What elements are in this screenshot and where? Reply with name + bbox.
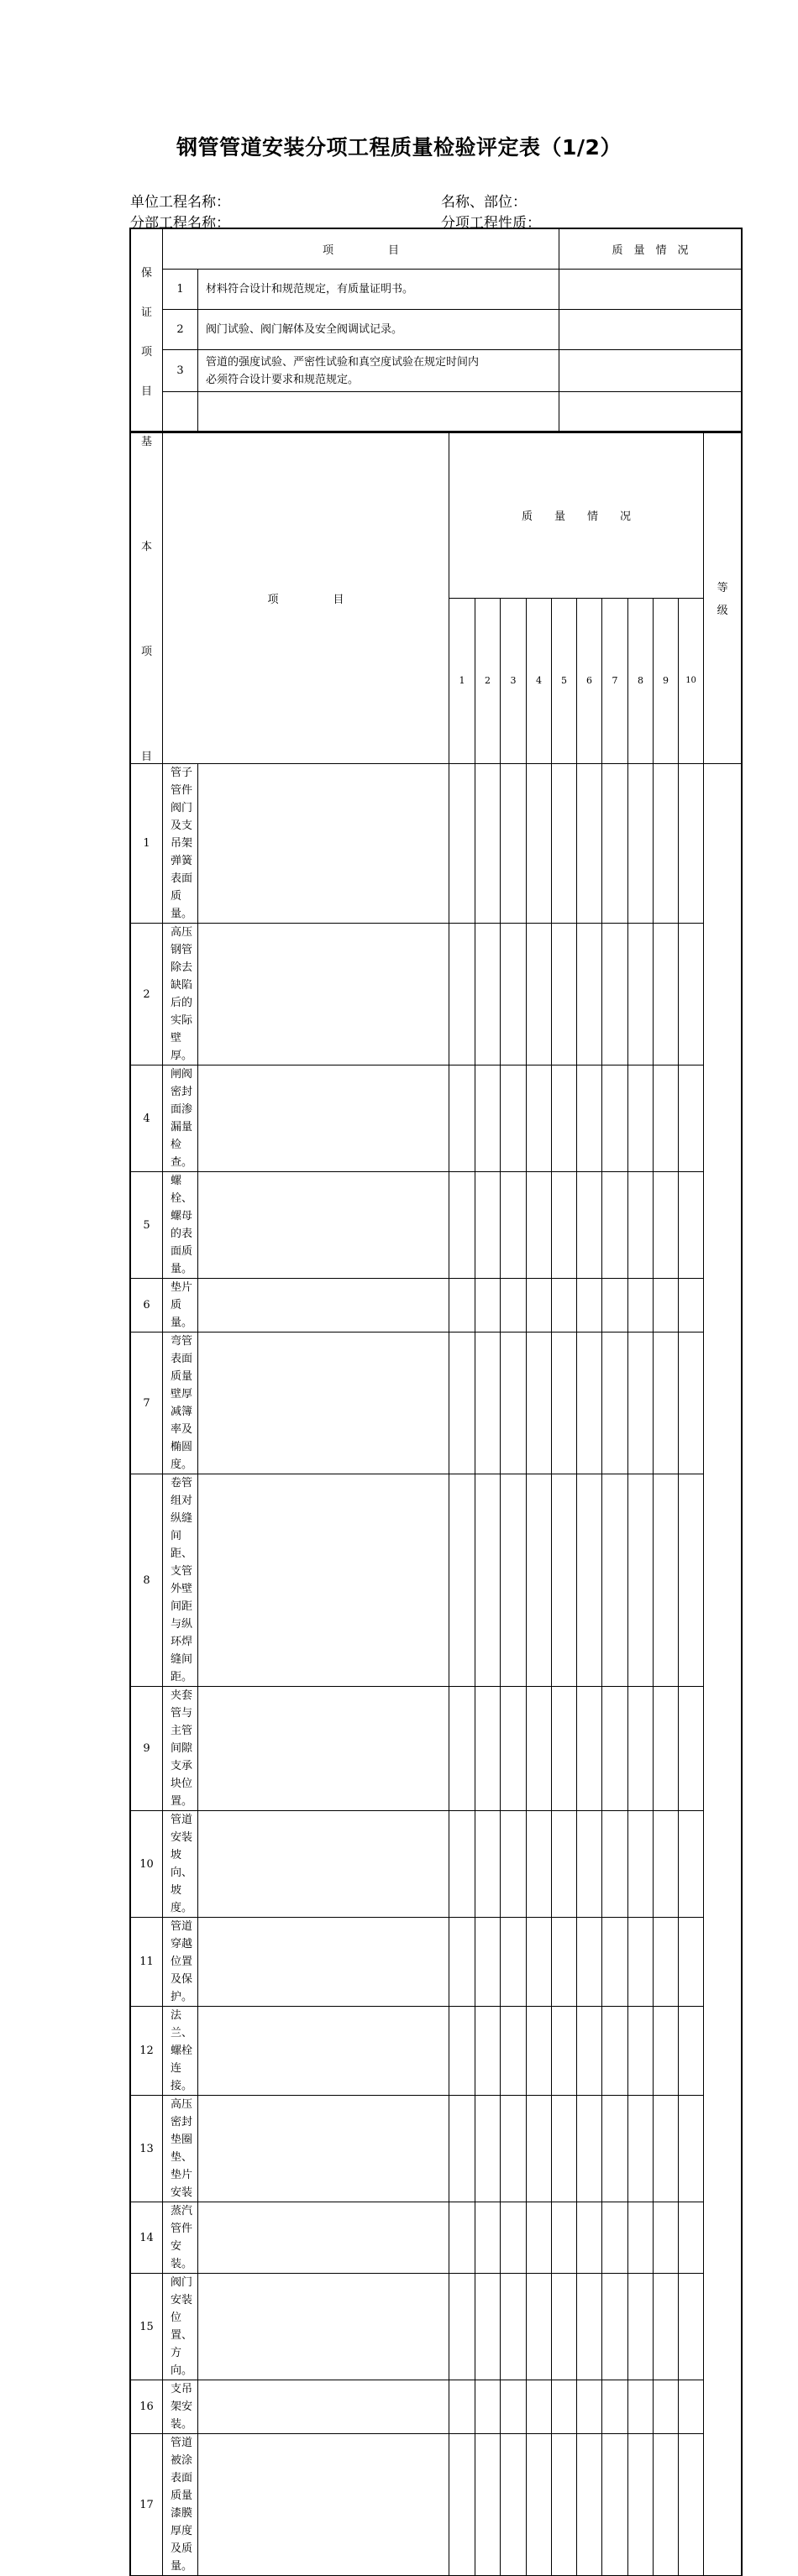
quality-point-cell[interactable] <box>475 2096 501 2202</box>
quality-point-cell[interactable] <box>628 1474 654 1687</box>
row-number: 2 <box>163 310 198 350</box>
table-row <box>131 2202 742 2274</box>
quality-point-cell[interactable] <box>628 2007 654 2096</box>
quality-cell[interactable] <box>559 310 742 350</box>
quality-point-cell[interactable] <box>198 2007 449 2096</box>
table-row <box>131 1333 742 1474</box>
quality-point-cell[interactable] <box>527 1918 552 2007</box>
row-text: 支吊架安装。 <box>163 2380 198 2434</box>
quality-point-cell[interactable] <box>449 2274 475 2380</box>
row-text-empty[interactable] <box>198 392 559 432</box>
quality-point-cell[interactable] <box>198 2434 449 2576</box>
quality-point-cell[interactable] <box>527 1687 552 1811</box>
quality-point-cell[interactable] <box>628 1811 654 1918</box>
quality-point-cell[interactable] <box>527 924 552 1065</box>
row-number: 14 <box>131 2202 163 2274</box>
grade-cell[interactable] <box>679 2007 704 2096</box>
table-row <box>131 2380 742 2434</box>
row-text: 管子管件阀门及支吊架弹簧表面质量。 <box>163 764 198 924</box>
quality-point-cell[interactable] <box>501 1279 527 1333</box>
basic-quality-header: 质 量 情 况 <box>449 432 704 599</box>
row-number: 1 <box>131 764 163 924</box>
quality-point-cell[interactable] <box>527 2434 552 2576</box>
grade-cell[interactable] <box>679 1811 704 1918</box>
quality-point-cell[interactable] <box>198 1687 449 1811</box>
row-number: 6 <box>131 1279 163 1333</box>
quality-point-cell[interactable] <box>654 1172 679 1279</box>
quality-point-cell[interactable] <box>654 764 679 924</box>
table-row <box>131 764 742 924</box>
quality-point-cell[interactable] <box>449 924 475 1065</box>
table-row <box>131 1474 742 1687</box>
point-number: 4 <box>527 598 552 764</box>
quality-point-cell[interactable] <box>654 1065 679 1172</box>
quality-point-cell[interactable] <box>501 2007 527 2096</box>
quality-point-cell[interactable] <box>501 2274 527 2380</box>
guarantee-items-table <box>130 228 742 432</box>
quality-point-cell[interactable] <box>628 2274 654 2380</box>
quality-point-cell[interactable] <box>602 2274 628 2380</box>
quality-point-cell[interactable] <box>628 1065 654 1172</box>
quality-point-cell[interactable] <box>577 924 602 1065</box>
quality-point-cell[interactable] <box>475 1279 501 1333</box>
quality-point-cell[interactable] <box>501 1918 527 2007</box>
row-text: 阀门试验、阀门解体及安全阀调试记录。 <box>198 310 559 350</box>
grade-cell[interactable] <box>679 1065 704 1172</box>
grade-cell[interactable] <box>679 764 704 924</box>
quality-point-cell[interactable] <box>501 1333 527 1474</box>
quality-point-cell[interactable] <box>654 1918 679 2007</box>
quality-point-cell[interactable] <box>475 1811 501 1918</box>
point-number: 10 <box>679 598 704 764</box>
quality-point-cell[interactable] <box>628 2380 654 2434</box>
quality-point-cell[interactable] <box>577 764 602 924</box>
quality-point-cell[interactable] <box>577 2274 602 2380</box>
quality-point-cell[interactable] <box>628 2202 654 2274</box>
row-number: 10 <box>131 1811 163 1918</box>
row-number: 16 <box>131 2380 163 2434</box>
quality-point-cell[interactable] <box>475 1687 501 1811</box>
row-text: 管道安装坡向、坡度。 <box>163 1811 198 1918</box>
quality-point-cell[interactable] <box>449 1172 475 1279</box>
quality-point-cell[interactable] <box>449 1918 475 2007</box>
row-number: 15 <box>131 2274 163 2380</box>
quality-point-cell[interactable] <box>198 1065 449 1172</box>
quality-point-cell[interactable] <box>602 2434 628 2576</box>
quality-point-cell[interactable] <box>654 1811 679 1918</box>
quality-point-cell[interactable] <box>577 1333 602 1474</box>
guarantee-item-header: 项 目 <box>163 229 559 270</box>
quality-point-cell[interactable] <box>198 1279 449 1333</box>
quality-point-cell[interactable] <box>501 2434 527 2576</box>
quality-point-cell[interactable] <box>602 2380 628 2434</box>
quality-point-cell[interactable] <box>475 924 501 1065</box>
quality-point-cell[interactable] <box>198 1474 449 1687</box>
grade-cell[interactable] <box>679 1279 704 1333</box>
quality-point-cell[interactable] <box>552 1065 577 1172</box>
quality-point-cell[interactable] <box>602 1918 628 2007</box>
quality-point-cell[interactable] <box>475 2202 501 2274</box>
quality-point-cell[interactable] <box>449 764 475 924</box>
quality-point-cell[interactable] <box>475 2380 501 2434</box>
quality-point-cell[interactable] <box>552 2202 577 2274</box>
quality-point-cell[interactable] <box>654 2007 679 2096</box>
quality-point-cell[interactable] <box>602 1065 628 1172</box>
quality-point-cell[interactable] <box>475 2274 501 2380</box>
quality-point-cell[interactable] <box>449 2202 475 2274</box>
sub-item-nature-label: 分项工程性质： <box>441 215 541 232</box>
row-number: 1 <box>163 270 198 310</box>
quality-point-cell[interactable] <box>628 1279 654 1333</box>
row-text: 螺栓、螺母的表面质量。 <box>163 1172 198 1279</box>
grade-cell[interactable] <box>679 1918 704 2007</box>
quality-point-cell[interactable] <box>577 1065 602 1172</box>
quality-cell[interactable] <box>559 392 742 432</box>
table-row <box>131 2274 742 2380</box>
quality-point-cell[interactable] <box>501 2380 527 2434</box>
point-number: 8 <box>628 598 654 764</box>
point-number: 6 <box>577 598 602 764</box>
quality-point-cell[interactable] <box>501 1474 527 1687</box>
quality-point-cell[interactable] <box>449 1474 475 1687</box>
quality-point-cell[interactable] <box>449 2007 475 2096</box>
quality-point-cell[interactable] <box>602 764 628 924</box>
quality-point-cell[interactable] <box>527 2096 552 2202</box>
grade-cell[interactable] <box>679 1687 704 1811</box>
quality-point-cell[interactable] <box>577 2007 602 2096</box>
row-text: 管道的强度试验、严密性试验和真空度试验在规定时间内 必须符合设计要求和规范规定。 <box>198 350 559 392</box>
grade-cell[interactable] <box>679 2434 704 2576</box>
guarantee-side-label: 保 证 项 目 <box>131 229 163 432</box>
quality-point-cell[interactable] <box>501 1172 527 1279</box>
quality-point-cell[interactable] <box>501 2202 527 2274</box>
quality-point-cell[interactable] <box>552 2096 577 2202</box>
grade-cell[interactable] <box>679 2202 704 2274</box>
quality-point-cell[interactable] <box>602 1172 628 1279</box>
quality-point-cell[interactable] <box>527 1065 552 1172</box>
quality-point-cell[interactable] <box>577 1279 602 1333</box>
quality-point-cell[interactable] <box>552 1474 577 1687</box>
quality-point-cell[interactable] <box>552 1172 577 1279</box>
row-text: 卷管组对纵缝间距、支管外壁间距与纵环焊缝间 距。 <box>163 1474 198 1687</box>
table-row <box>131 1279 742 1333</box>
row-number: 2 <box>131 924 163 1065</box>
basic-side-label: 基 本 项 目 <box>131 432 163 764</box>
quality-point-cell[interactable] <box>475 764 501 924</box>
quality-point-cell[interactable] <box>475 1918 501 2007</box>
row-text: 管道被涂表面质量漆膜厚度及质量。 <box>163 2434 198 2576</box>
point-number: 3 <box>501 598 527 764</box>
quality-point-cell[interactable] <box>552 2434 577 2576</box>
table-row <box>131 310 742 350</box>
quality-point-cell[interactable] <box>577 1172 602 1279</box>
quality-point-cell[interactable] <box>198 2096 449 2202</box>
table-row <box>131 2434 742 2576</box>
row-text: 闸阀密封面渗漏量检查。 <box>163 1065 198 1172</box>
quality-point-cell[interactable] <box>475 1172 501 1279</box>
quality-point-cell[interactable] <box>602 1333 628 1474</box>
quality-point-cell[interactable] <box>654 2434 679 2576</box>
quality-point-cell[interactable] <box>552 1811 577 1918</box>
quality-point-cell[interactable] <box>501 1811 527 1918</box>
quality-point-cell[interactable] <box>449 1279 475 1333</box>
quality-point-cell[interactable] <box>654 2274 679 2380</box>
table-row <box>131 924 742 1065</box>
table-row <box>131 392 742 432</box>
point-number: 1 <box>449 598 475 764</box>
quality-point-cell[interactable] <box>449 1065 475 1172</box>
quality-point-cell[interactable] <box>577 1918 602 2007</box>
basic-item-header: 项 目 <box>163 432 449 764</box>
quality-point-cell[interactable] <box>527 1279 552 1333</box>
quality-point-cell[interactable] <box>577 2380 602 2434</box>
quality-point-cell[interactable] <box>198 764 449 924</box>
row-number: 17 <box>131 2434 163 2576</box>
row-number: 3 <box>163 350 198 392</box>
table-row <box>131 1065 742 1172</box>
row-number: 4 <box>131 1065 163 1172</box>
quality-point-cell[interactable] <box>475 2007 501 2096</box>
quality-point-cell[interactable] <box>475 2434 501 2576</box>
quality-point-cell[interactable] <box>628 2434 654 2576</box>
row-text: 弯管表面质量壁厚减簿率及椭圆度。 <box>163 1333 198 1474</box>
quality-point-cell[interactable] <box>552 2274 577 2380</box>
point-number: 5 <box>552 598 577 764</box>
grade-cell[interactable] <box>679 2274 704 2380</box>
quality-point-cell[interactable] <box>602 2202 628 2274</box>
grade-cell[interactable] <box>679 2380 704 2434</box>
quality-point-cell[interactable] <box>552 924 577 1065</box>
quality-point-cell[interactable] <box>654 1687 679 1811</box>
quality-point-cell[interactable] <box>552 2007 577 2096</box>
quality-point-cell[interactable] <box>552 1687 577 1811</box>
quality-point-cell[interactable] <box>527 1811 552 1918</box>
grade-cell[interactable] <box>679 924 704 1065</box>
grade-cell[interactable] <box>679 1474 704 1687</box>
grade-cell[interactable] <box>679 2096 704 2202</box>
quality-point-cell[interactable] <box>449 2380 475 2434</box>
quality-point-cell[interactable] <box>501 1687 527 1811</box>
quality-point-cell[interactable] <box>552 764 577 924</box>
quality-point-cell[interactable] <box>475 1065 501 1172</box>
unit-project-name-label: 单位工程名称： <box>130 194 230 211</box>
row-text: 高压钢管除去缺陷后的实际壁厚。 <box>163 924 198 1065</box>
quality-point-cell[interactable] <box>654 2380 679 2434</box>
quality-point-cell[interactable] <box>628 2096 654 2202</box>
quality-point-cell[interactable] <box>654 2096 679 2202</box>
row-number-empty <box>163 392 198 432</box>
table-row <box>131 1918 742 2007</box>
quality-point-cell[interactable] <box>628 1918 654 2007</box>
point-number: 9 <box>654 598 679 764</box>
row-number: 12 <box>131 2007 163 2096</box>
guarantee-quality-header: 质 量 情 况 <box>559 229 742 270</box>
quality-point-cell[interactable] <box>527 1474 552 1687</box>
grade-cell[interactable] <box>679 1172 704 1279</box>
table-row <box>131 1687 742 1811</box>
quality-point-cell[interactable] <box>552 1279 577 1333</box>
quality-point-cell[interactable] <box>602 1279 628 1333</box>
quality-point-cell[interactable] <box>654 924 679 1065</box>
quality-point-cell[interactable] <box>577 2202 602 2274</box>
quality-point-cell[interactable] <box>577 1687 602 1811</box>
quality-point-cell[interactable] <box>552 1918 577 2007</box>
quality-point-cell[interactable] <box>527 2274 552 2380</box>
table-row <box>131 270 742 310</box>
quality-point-cell[interactable] <box>577 2434 602 2576</box>
quality-point-cell[interactable] <box>577 1811 602 1918</box>
quality-point-cell[interactable] <box>628 764 654 924</box>
quality-point-cell[interactable] <box>628 1687 654 1811</box>
row-number: 11 <box>131 1918 163 2007</box>
quality-point-cell[interactable] <box>501 924 527 1065</box>
table-row <box>131 1172 742 1279</box>
name-location-label: 名称、部位： <box>441 194 527 211</box>
quality-point-cell[interactable] <box>198 2202 449 2274</box>
point-number: 2 <box>475 598 501 764</box>
page-title: 钢管管道安装分项工程质量检验评定表（1/2） <box>176 135 622 160</box>
quality-point-cell[interactable] <box>527 2380 552 2434</box>
quality-point-cell[interactable] <box>527 1172 552 1279</box>
quality-point-cell[interactable] <box>602 2096 628 2202</box>
grade-header: 等 级 <box>704 432 742 764</box>
quality-point-cell[interactable] <box>501 1065 527 1172</box>
quality-point-cell[interactable] <box>198 2380 449 2434</box>
quality-point-cell[interactable] <box>654 2202 679 2274</box>
quality-point-cell[interactable] <box>602 1474 628 1687</box>
quality-point-cell[interactable] <box>654 1474 679 1687</box>
grade-cell[interactable] <box>679 1333 704 1474</box>
quality-point-cell[interactable] <box>449 1811 475 1918</box>
quality-point-cell[interactable] <box>198 1333 449 1474</box>
quality-point-cell[interactable] <box>449 2096 475 2202</box>
quality-point-cell[interactable] <box>198 1918 449 2007</box>
quality-point-cell[interactable] <box>501 764 527 924</box>
quality-cell[interactable] <box>559 350 742 392</box>
row-text: 夹套管与主管间隙支承块位置。 <box>163 1687 198 1811</box>
quality-point-cell[interactable] <box>527 1333 552 1474</box>
quality-point-cell[interactable] <box>475 1333 501 1474</box>
quality-point-cell[interactable] <box>552 1333 577 1474</box>
table-row <box>131 2007 742 2096</box>
quality-cell[interactable] <box>559 270 742 310</box>
quality-point-cell[interactable] <box>527 764 552 924</box>
quality-point-cell[interactable] <box>198 924 449 1065</box>
quality-point-cell[interactable] <box>602 1811 628 1918</box>
quality-point-cell[interactable] <box>602 1687 628 1811</box>
quality-point-cell[interactable] <box>449 1687 475 1811</box>
quality-point-cell[interactable] <box>628 1333 654 1474</box>
quality-point-cell[interactable] <box>198 1811 449 1918</box>
quality-point-cell[interactable] <box>654 1333 679 1474</box>
quality-point-cell[interactable] <box>527 2202 552 2274</box>
quality-point-cell[interactable] <box>602 924 628 1065</box>
quality-point-cell[interactable] <box>628 924 654 1065</box>
row-text: 法兰、螺栓连接。 <box>163 2007 198 2096</box>
row-number: 7 <box>131 1333 163 1474</box>
row-number: 8 <box>131 1474 163 1687</box>
row-number: 5 <box>131 1172 163 1279</box>
row-text: 蒸汽管件安装。 <box>163 2202 198 2274</box>
row-number: 13 <box>131 2096 163 2202</box>
quality-point-cell[interactable] <box>527 2007 552 2096</box>
quality-point-cell[interactable] <box>449 2434 475 2576</box>
quality-point-cell[interactable] <box>552 2380 577 2434</box>
quality-point-cell[interactable] <box>602 2007 628 2096</box>
quality-point-cell[interactable] <box>577 1474 602 1687</box>
quality-point-cell[interactable] <box>501 2096 527 2202</box>
table-row <box>131 2096 742 2202</box>
point-number: 7 <box>602 598 628 764</box>
row-text: 高压密封垫圈垫、垫片安装 <box>163 2096 198 2202</box>
basic-items-table <box>130 432 742 2576</box>
quality-point-cell[interactable] <box>449 1333 475 1474</box>
quality-point-cell[interactable] <box>654 1279 679 1333</box>
quality-point-cell[interactable] <box>198 1172 449 1279</box>
quality-point-cell[interactable] <box>198 2274 449 2380</box>
row-text: 垫片质量。 <box>163 1279 198 1333</box>
table-row <box>131 350 742 392</box>
row-text: 管道穿越位置及保护。 <box>163 1918 198 2007</box>
quality-point-cell[interactable] <box>628 1172 654 1279</box>
division-project-name-label: 分部工程名称： <box>130 215 230 232</box>
quality-point-cell[interactable] <box>475 1474 501 1687</box>
row-text: 材料符合设计和规范规定，有质量证明书。 <box>198 270 559 310</box>
table-row <box>131 1811 742 1918</box>
row-text: 阀门安装位置、方向。 <box>163 2274 198 2380</box>
row-number: 9 <box>131 1687 163 1811</box>
quality-point-cell[interactable] <box>577 2096 602 2202</box>
